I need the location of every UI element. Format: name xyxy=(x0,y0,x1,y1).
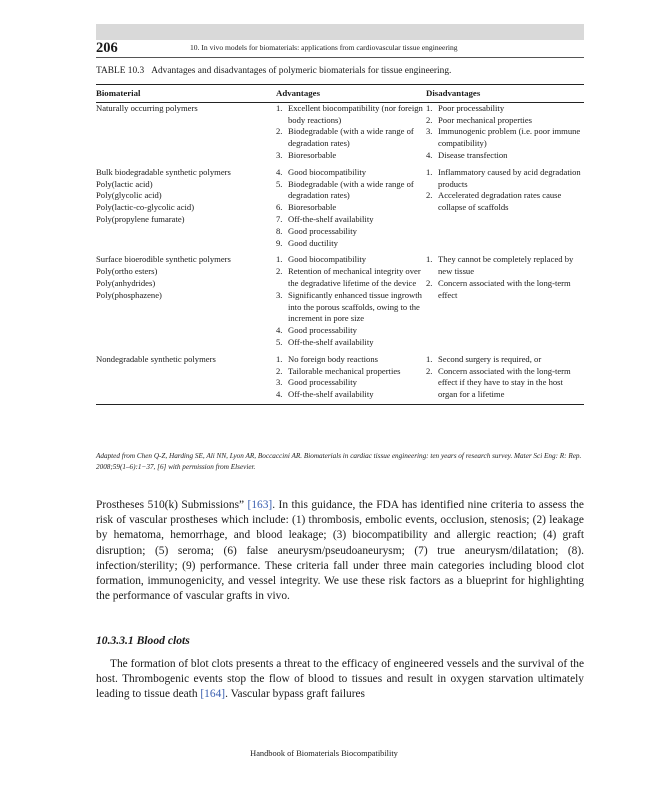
item-number: 2. xyxy=(426,114,433,125)
item-number: 4. xyxy=(276,166,283,177)
list-item xyxy=(426,150,584,162)
item-number: 4. xyxy=(426,149,433,160)
biomaterial-name: Bulk biodegradable synthetic polymers xyxy=(96,166,231,177)
table-row xyxy=(96,354,584,405)
item-number: 1. xyxy=(276,353,283,364)
item-text: Concern associated with the long-term effect xyxy=(438,277,571,300)
list-item xyxy=(276,214,426,226)
item-text: Accelerated degradation rates cause collapse of scaffolds xyxy=(438,190,562,213)
list-item xyxy=(276,366,426,378)
list-item xyxy=(426,167,584,191)
biomaterial-name: Poly(anhydrides) xyxy=(96,277,156,288)
item-text: Bioresorbable xyxy=(288,202,337,213)
item-number: 2. xyxy=(276,266,283,277)
item-number: 2. xyxy=(276,126,283,137)
disadvantages-cell xyxy=(426,354,584,405)
paragraph-text: . In this guidance, the FDA has identified nine criteria to assess the risk of vascular prostheses which include: (1) thrombosis, embolic events, occlusion, stenosis; (2) leakage by hematoma, hemorrhage, and blood leakage; (3) biocompatibility and allergic reaction; (4) graft disruption; (5) seroma; (6) false aneurysm/pseudoaneurysm; (7) true aneurysm/dilatation; (8). infection/sterility; (9) performance. These criteria fall under three main categories including blood clot formation, immunogenicity, and vessel integrity. We use these risk factors as a blueprint for highlighting the performance of vascular grafts in vivo. xyxy=(96,499,584,603)
item-text: Excellent biocompatibility (nor foreign body reactions) xyxy=(288,102,423,125)
biomaterial-name: Poly(lactic-co-glycolic acid) xyxy=(96,202,195,213)
header-rule xyxy=(96,57,584,58)
list-item xyxy=(426,366,584,401)
item-text: Immunogenic problem (i.e. poor immune compatibility) xyxy=(438,126,581,149)
list-item xyxy=(276,226,426,238)
table-body xyxy=(96,102,584,404)
item-text: Off-the-shelf availability xyxy=(288,213,374,224)
table-caption-text: Advantages and disadvantages of polymeric biomaterials for tissue engineering. xyxy=(151,66,452,76)
table-label: TABLE 10.3 xyxy=(96,66,145,76)
biomaterial-name: Poly(lactic acid) xyxy=(96,178,153,189)
item-number: 3. xyxy=(426,126,433,137)
list-item xyxy=(276,167,426,179)
disadvantages-cell xyxy=(426,254,584,353)
advantages-cell xyxy=(276,254,426,353)
disadvantages-list xyxy=(426,254,584,301)
item-text: Bioresorbable xyxy=(288,149,337,160)
advantages-cell xyxy=(276,354,426,405)
body-paragraph-2 xyxy=(96,657,584,703)
item-number: 2. xyxy=(426,365,433,376)
item-number: 2. xyxy=(426,190,433,201)
biomaterial-name: Surface bioerodible synthetic polymers xyxy=(96,254,231,265)
item-number: 2. xyxy=(426,277,433,288)
item-text: Retention of mechanical integrity over the degradative lifetime of the device xyxy=(288,266,421,288)
item-number: 1. xyxy=(426,254,433,265)
table-row xyxy=(96,254,584,353)
list-item xyxy=(276,337,426,349)
column-header-disadvantages: Disadvantages xyxy=(426,85,584,103)
item-number: 3. xyxy=(276,377,283,388)
paragraph-text: . Vascular bypass graft failures xyxy=(225,688,365,701)
item-number: 1. xyxy=(426,102,433,113)
biomaterial-cell xyxy=(96,254,276,353)
item-text: Poor mechanical properties xyxy=(438,114,533,125)
list-item xyxy=(426,254,584,278)
disadvantages-list xyxy=(426,103,584,162)
list-item xyxy=(276,389,426,401)
body-paragraph-1 xyxy=(96,498,584,604)
list-item xyxy=(276,266,426,290)
item-number: 4. xyxy=(276,389,283,400)
biomaterial-name: Poly(glycolic acid) xyxy=(96,190,162,201)
table-source-note: Adapted from Chen Q-Z, Harding SE, Ali NN, Lyon AR, Boccaccini AR. Biomaterials in cardiac tissue engineering: ten years of research survey. Mater Sci Eng: R: Rep. 2008;59(1–6):1−37, [6] with permission from Elsevier. xyxy=(96,452,582,471)
item-number: 8. xyxy=(276,225,283,236)
item-number: 4. xyxy=(276,325,283,336)
list-item xyxy=(426,103,584,115)
column-header-biomaterial: Biomaterial xyxy=(96,85,276,103)
biomaterial-name: Poly(ortho esters) xyxy=(96,266,158,277)
item-text: Concern associated with the long-term effect if they have to stay in the host organ for a lifetime xyxy=(438,365,571,400)
item-number: 9. xyxy=(276,237,283,248)
disadvantages-cell xyxy=(426,167,584,255)
page-number: 206 xyxy=(96,40,118,56)
list-item xyxy=(426,190,584,214)
item-number: 3. xyxy=(276,289,283,300)
item-text: They cannot be completely replaced by new tissue xyxy=(438,254,574,277)
item-text: Good processability xyxy=(288,377,357,388)
disadvantages-list xyxy=(426,167,584,214)
item-text: Significantly enhanced tissue ingrowth into the porous scaffolds, owing to the increment in pore size xyxy=(288,289,422,324)
paragraph-text: Prostheses 510(k) Submissions” xyxy=(96,499,248,511)
item-text: Good processability xyxy=(288,325,357,336)
advantages-list xyxy=(276,254,426,348)
item-text: Biodegradable (with a wide range of degradation rates) xyxy=(288,126,414,149)
table-row xyxy=(96,102,584,166)
advantages-cell xyxy=(276,102,426,166)
list-item xyxy=(426,354,584,366)
item-number: 3. xyxy=(276,149,283,160)
header-band xyxy=(96,24,584,40)
list-item xyxy=(276,254,426,266)
list-item xyxy=(276,354,426,366)
item-number: 6. xyxy=(276,202,283,213)
item-number: 5. xyxy=(276,178,283,189)
list-item xyxy=(426,115,584,127)
item-text: Good processability xyxy=(288,225,357,236)
disadvantages-list xyxy=(426,354,584,401)
biomaterial-name: Nondegradable synthetic polymers xyxy=(96,353,216,364)
item-text: Off-the-shelf availability xyxy=(288,389,374,400)
table-header-row xyxy=(96,85,584,103)
paragraph-text: The formation of blot clots presents a threat to the efficacy of engineered vessels and the survival of the host. Thrombogenic events stop the flow of blood to tissues and result in oxygen starvation ultimately leading to tissue death xyxy=(96,658,584,701)
biomaterial-cell xyxy=(96,354,276,405)
biomaterial-cell xyxy=(96,102,276,166)
item-number: 1. xyxy=(276,102,283,113)
item-text: Second surgery is required, or xyxy=(438,353,542,364)
running-head: 10. In vivo models for biomaterials: applications from cardiovascular tissue engineering xyxy=(190,43,458,52)
list-item xyxy=(426,278,584,302)
column-header-advantages: Advantages xyxy=(276,85,426,103)
item-text: Tailorable mechanical properties xyxy=(288,365,401,376)
list-item xyxy=(276,150,426,162)
item-text: Good biocompatibility xyxy=(288,254,367,265)
citation-link[interactable]: [164] xyxy=(200,688,226,701)
item-number: 2. xyxy=(276,365,283,376)
section-heading: 10.3.3.1 Blood clots xyxy=(96,634,190,647)
page-footer: Handbook of Biomaterials Biocompatibility xyxy=(250,749,398,758)
disadvantages-cell xyxy=(426,102,584,166)
list-item xyxy=(276,202,426,214)
item-number: 7. xyxy=(276,213,283,224)
advantages-cell xyxy=(276,167,426,255)
advantages-list xyxy=(276,354,426,401)
biomaterial-name: Poly(phosphazene) xyxy=(96,289,162,300)
advantages-list xyxy=(276,167,426,250)
list-item xyxy=(276,103,426,127)
list-item xyxy=(276,290,426,325)
list-item xyxy=(276,126,426,150)
item-text: Disease transfection xyxy=(438,149,508,160)
list-item xyxy=(276,179,426,203)
list-item xyxy=(426,126,584,150)
list-item xyxy=(276,325,426,337)
item-number: 5. xyxy=(276,336,283,347)
polymer-table xyxy=(96,84,584,405)
item-text: No foreign body reactions xyxy=(288,353,378,364)
item-text: Off-the-shelf availability xyxy=(288,336,374,347)
table-caption xyxy=(96,66,451,76)
item-text: Poor processability xyxy=(438,102,505,113)
citation-link[interactable]: [163] xyxy=(247,499,273,511)
advantages-list xyxy=(276,103,426,162)
biomaterial-cell xyxy=(96,167,276,255)
item-text: Biodegradable (with a wide range of degradation rates) xyxy=(288,178,414,201)
biomaterial-name: Naturally occurring polymers xyxy=(96,102,198,113)
item-text: Good biocompatibility xyxy=(288,166,367,177)
item-number: 1. xyxy=(426,353,433,364)
table-row xyxy=(96,167,584,255)
item-number: 1. xyxy=(276,254,283,265)
biomaterial-name: Poly(propylene fumarate) xyxy=(96,213,185,224)
list-item xyxy=(276,377,426,389)
item-text: Good ductility xyxy=(288,237,338,248)
item-text: Inflammatory caused by acid degradation products xyxy=(438,166,581,189)
item-number: 1. xyxy=(426,166,433,177)
list-item xyxy=(276,238,426,250)
